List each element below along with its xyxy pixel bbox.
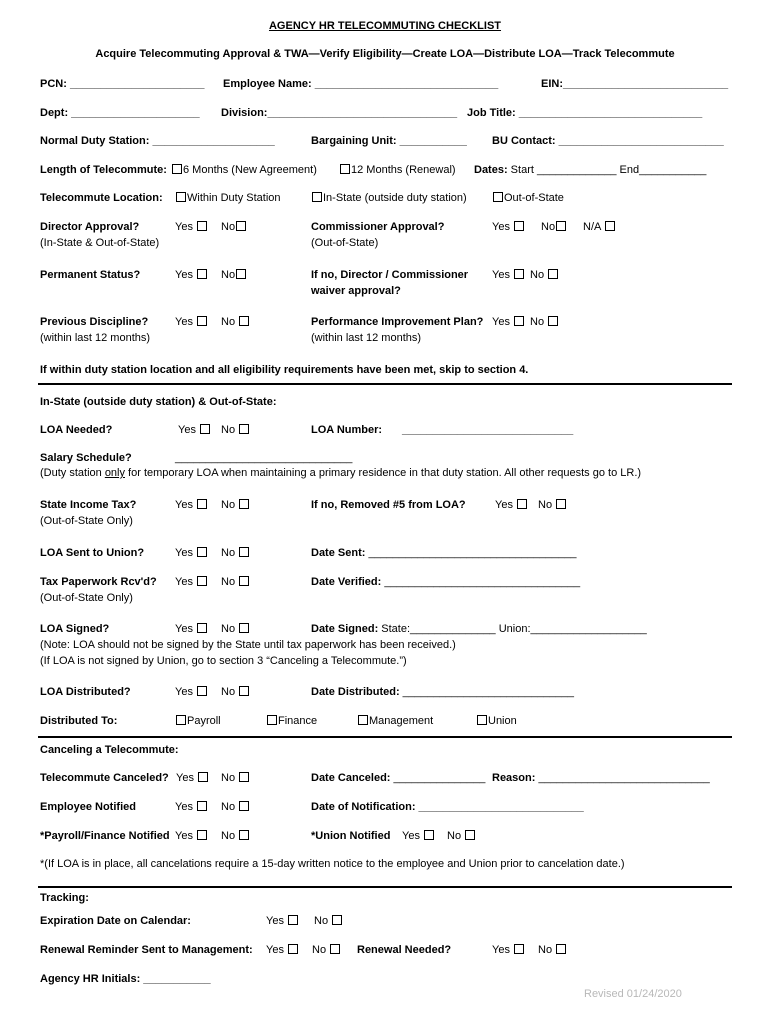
canceled-yes[interactable]: Yes — [176, 771, 209, 785]
checkbox-icon[interactable] — [239, 830, 249, 840]
loa-distributed-label: LOA Distributed? — [40, 686, 131, 698]
checkbox-icon[interactable] — [198, 772, 208, 782]
checkbox-icon[interactable] — [239, 499, 249, 509]
discipline-no[interactable]: No — [221, 315, 250, 329]
distributed-union-option[interactable]: Union — [476, 714, 517, 728]
loa-distributed-no[interactable]: No — [221, 685, 250, 699]
checkbox-icon[interactable] — [239, 424, 249, 434]
section4-heading: Tracking: — [40, 892, 89, 904]
tax-paperwork-yes[interactable]: Yes — [175, 575, 208, 589]
checkbox-icon[interactable] — [358, 715, 368, 725]
length-12-months-option[interactable]: 12 Months (Renewal) — [339, 163, 456, 177]
checkbox-icon[interactable] — [517, 499, 527, 509]
checkbox-icon[interactable] — [172, 164, 182, 174]
location-instate-option[interactable]: In-State (outside duty station) — [311, 191, 467, 205]
job-title-field[interactable]: Job Title: ______________________________ — [467, 107, 703, 119]
section3-heading: Canceling a Telecommute: — [40, 744, 179, 756]
loa-needed-no[interactable]: No — [221, 423, 250, 437]
division-field[interactable]: Division:_______________________________ — [221, 107, 458, 119]
renewal-reminder-no[interactable]: No — [312, 943, 341, 957]
checkbox-icon[interactable] — [605, 221, 615, 231]
director-approval-note: (In-State & Out-of-State) — [40, 237, 160, 249]
ein-field[interactable]: EIN:___________________________ — [541, 78, 729, 90]
director-approval-label: Director Approval? — [40, 221, 140, 233]
commissioner-yes[interactable]: Yes — [492, 220, 525, 234]
checkbox-icon[interactable] — [176, 192, 186, 202]
checkbox-icon[interactable] — [239, 801, 249, 811]
checkbox-icon[interactable] — [239, 547, 249, 557]
loa-sent-label: LOA Sent to Union? — [40, 547, 145, 559]
location-outofstate-option[interactable]: Out-of-State — [492, 191, 564, 205]
waiver-no[interactable]: No — [530, 268, 559, 282]
permanent-no[interactable]: No — [221, 268, 247, 282]
date-canceled-field[interactable]: Date Canceled: _______________ — [311, 772, 486, 784]
checkbox-icon[interactable] — [239, 623, 249, 633]
distributed-management-option[interactable]: Management — [357, 714, 433, 728]
employee-notified-no[interactable]: No — [221, 800, 250, 814]
loa-signed-no[interactable]: No — [221, 622, 250, 636]
renewal-needed-label: Renewal Needed? — [357, 944, 452, 956]
payroll-notified-yes[interactable]: Yes — [175, 829, 208, 843]
checkbox-icon[interactable] — [493, 192, 503, 202]
section-divider — [38, 383, 732, 385]
renewal-needed-yes[interactable]: Yes — [492, 943, 525, 957]
checkbox-icon[interactable] — [239, 576, 249, 586]
loa-number-field[interactable]: ____________________________ — [402, 424, 574, 436]
state-tax-yes[interactable]: Yes — [175, 498, 208, 512]
distributed-to-label: Distributed To: — [40, 715, 118, 727]
loa-signed-note-2: (If LOA is not signed by Union, go to section 3 “Canceling a Telecommute.”) — [40, 655, 407, 667]
renewal-reminder-yes[interactable]: Yes — [266, 943, 299, 957]
renewal-needed-no[interactable]: No — [538, 943, 567, 957]
state-tax-label: State Income Tax? — [40, 499, 137, 511]
agency-hr-initials-field[interactable]: Agency HR Initials: ___________ — [40, 973, 211, 985]
expiration-no[interactable]: No — [314, 914, 343, 928]
checkbox-icon[interactable] — [330, 944, 340, 954]
dates-field[interactable]: Dates: Start _____________ End___________ — [474, 164, 707, 176]
date-of-notification-field[interactable]: Date of Notification: ___________________________ — [311, 801, 584, 813]
pcn-field[interactable]: PCN: ______________________ — [40, 78, 205, 90]
pip-yes[interactable]: Yes — [492, 315, 525, 329]
checkbox-icon[interactable] — [197, 316, 207, 326]
normal-duty-station-field[interactable]: Normal Duty Station: ____________________ — [40, 135, 275, 147]
date-verified-field[interactable]: Date Verified: ________________________________ — [311, 576, 581, 588]
employee-notified-yes[interactable]: Yes — [175, 800, 208, 814]
checkbox-icon[interactable] — [514, 316, 524, 326]
checkbox-icon[interactable] — [197, 686, 207, 696]
salary-schedule-field[interactable]: _____________________________ — [175, 452, 353, 464]
date-distributed-field[interactable]: Date Distributed: ____________________________ — [311, 686, 574, 698]
checkbox-icon[interactable] — [236, 269, 246, 279]
checkbox-icon[interactable] — [514, 221, 524, 231]
pip-label: Performance Improvement Plan? — [311, 316, 484, 328]
checkbox-icon[interactable] — [556, 944, 566, 954]
length-label: Length of Telecommute: — [40, 164, 167, 176]
union-notified-label: *Union Notified — [311, 830, 391, 842]
state-tax-no[interactable]: No — [221, 498, 250, 512]
loa-signed-yes[interactable]: Yes — [175, 622, 208, 636]
tax-paperwork-label: Tax Paperwork Rcv'd? — [40, 576, 157, 588]
page-title: AGENCY HR TELECOMMUTING CHECKLIST — [268, 20, 502, 32]
reason-field[interactable]: Reason: ____________________________ — [492, 772, 710, 784]
previous-discipline-label: Previous Discipline? — [40, 316, 149, 328]
checkbox-icon[interactable] — [548, 316, 558, 326]
cancelation-footnote: *(If LOA is in place, all cancelations require a 15-day written notice to the employee and Union prior to cancelation date.) — [40, 858, 625, 870]
distributed-finance-option[interactable]: Finance — [266, 714, 317, 728]
employee-name-field[interactable]: Employee Name: ______________________________ — [223, 78, 499, 90]
skip-note: If within duty station location and all eligibility requirements have been met, skip to section 4. — [40, 364, 529, 376]
waiver-yes[interactable]: Yes — [492, 268, 525, 282]
checkbox-icon[interactable] — [197, 269, 207, 279]
director-yes[interactable]: Yes — [175, 220, 208, 234]
state-tax-note: (Out-of-State Only) — [40, 515, 133, 527]
commissioner-no[interactable]: No — [541, 220, 567, 234]
waiver-label-2: waiver approval? — [311, 285, 401, 297]
payroll-notified-no[interactable]: No — [221, 829, 250, 843]
commissioner-na[interactable]: N/A — [583, 220, 616, 234]
checkbox-icon[interactable] — [197, 576, 207, 586]
location-label: Telecommute Location: — [40, 192, 163, 204]
removed5-no[interactable]: No — [538, 498, 567, 512]
loa-number-label: LOA Number: — [311, 424, 383, 436]
waiver-label-1: If no, Director / Commissioner — [311, 269, 469, 281]
page-subtitle: Acquire Telecommuting Approval & TWA—Verify Eligibility—Create LOA—Distribute LOA—Track Telecommute — [95, 48, 675, 60]
checkbox-icon[interactable] — [514, 269, 524, 279]
salary-schedule-note: (Duty station only for temporary LOA when maintaining a primary residence in that duty station. All other requests go to LR.) — [40, 467, 642, 479]
union-notified-yes[interactable]: Yes — [402, 829, 435, 843]
checkbox-icon[interactable] — [197, 801, 207, 811]
checkbox-icon[interactable] — [548, 269, 558, 279]
loa-signed-note-1: (Note: LOA should not be signed by the State until tax paperwork has been received.) — [40, 639, 456, 651]
loa-sent-no[interactable]: No — [221, 546, 250, 560]
pip-note: (within last 12 months) — [311, 332, 422, 344]
checkbox-icon[interactable] — [332, 915, 342, 925]
removed5-yes[interactable]: Yes — [495, 498, 528, 512]
previous-discipline-note: (within last 12 months) — [40, 332, 151, 344]
director-no[interactable]: No — [221, 220, 247, 234]
checkbox-icon[interactable] — [197, 623, 207, 633]
checkbox-icon[interactable] — [200, 424, 210, 434]
checkbox-icon[interactable] — [556, 499, 566, 509]
checkbox-icon[interactable] — [424, 830, 434, 840]
checkbox-icon[interactable] — [514, 944, 524, 954]
renewal-reminder-label: Renewal Reminder Sent to Management: — [40, 944, 253, 956]
commissioner-approval-note: (Out-of-State) — [311, 237, 379, 249]
loa-signed-label: LOA Signed? — [40, 623, 110, 635]
checkbox-icon[interactable] — [340, 164, 350, 174]
loa-distributed-yes[interactable]: Yes — [175, 685, 208, 699]
date-sent-field[interactable]: Date Sent: __________________________________ — [311, 547, 577, 559]
checkbox-icon[interactable] — [197, 830, 207, 840]
checkbox-icon[interactable] — [556, 221, 566, 231]
tax-paperwork-note: (Out-of-State Only) — [40, 592, 133, 604]
checkbox-icon[interactable] — [197, 221, 207, 231]
section-divider — [38, 736, 732, 738]
salary-schedule-label: Salary Schedule? — [40, 452, 132, 464]
union-notified-no[interactable]: No — [447, 829, 476, 843]
commissioner-approval-label: Commissioner Approval? — [311, 221, 445, 233]
telecommute-canceled-label: Telecommute Canceled? — [40, 772, 169, 784]
dept-field[interactable]: Dept: _____________________ — [40, 107, 200, 119]
checkbox-icon[interactable] — [197, 499, 207, 509]
checkbox-icon[interactable] — [239, 316, 249, 326]
checkbox-icon[interactable] — [465, 830, 475, 840]
permanent-yes[interactable]: Yes — [175, 268, 208, 282]
expiration-date-label: Expiration Date on Calendar: — [40, 915, 191, 927]
pip-no[interactable]: No — [530, 315, 559, 329]
section-divider — [38, 886, 732, 888]
length-6-months-option[interactable]: 6 Months (New Agreement) — [171, 163, 317, 177]
loa-needed-label: LOA Needed? — [40, 424, 113, 436]
checkbox-icon[interactable] — [239, 772, 249, 782]
checkbox-icon[interactable] — [288, 915, 298, 925]
canceled-no[interactable]: No — [221, 771, 250, 785]
payroll-finance-notified-label: *Payroll/Finance Notified — [40, 830, 170, 842]
checkbox-icon[interactable] — [236, 221, 246, 231]
checkbox-icon[interactable] — [197, 547, 207, 557]
bu-contact-field[interactable]: BU Contact: ___________________________ — [492, 135, 724, 147]
checkbox-icon[interactable] — [176, 715, 186, 725]
bargaining-unit-field[interactable]: Bargaining Unit: ___________ — [311, 135, 467, 147]
checkbox-icon[interactable] — [477, 715, 487, 725]
section2-heading: In-State (outside duty station) & Out-of-State: — [40, 396, 277, 408]
discipline-yes[interactable]: Yes — [175, 315, 208, 329]
permanent-status-label: Permanent Status? — [40, 269, 141, 281]
employee-notified-label: Employee Notified — [40, 801, 136, 813]
tax-paperwork-no[interactable]: No — [221, 575, 250, 589]
checkbox-icon[interactable] — [267, 715, 277, 725]
date-signed-field[interactable]: Date Signed: State:______________ Union:___________________ — [311, 623, 647, 635]
checkbox-icon[interactable] — [312, 192, 322, 202]
expiration-yes[interactable]: Yes — [266, 914, 299, 928]
distributed-payroll-option[interactable]: Payroll — [175, 714, 221, 728]
checkbox-icon[interactable] — [288, 944, 298, 954]
location-within-option[interactable]: Within Duty Station — [175, 191, 281, 205]
checkbox-icon[interactable] — [239, 686, 249, 696]
loa-sent-yes[interactable]: Yes — [175, 546, 208, 560]
removed5-label: If no, Removed #5 from LOA? — [311, 499, 466, 511]
loa-needed-yes[interactable]: Yes — [178, 423, 211, 437]
revised-date: Revised 01/24/2020 — [584, 988, 682, 1000]
